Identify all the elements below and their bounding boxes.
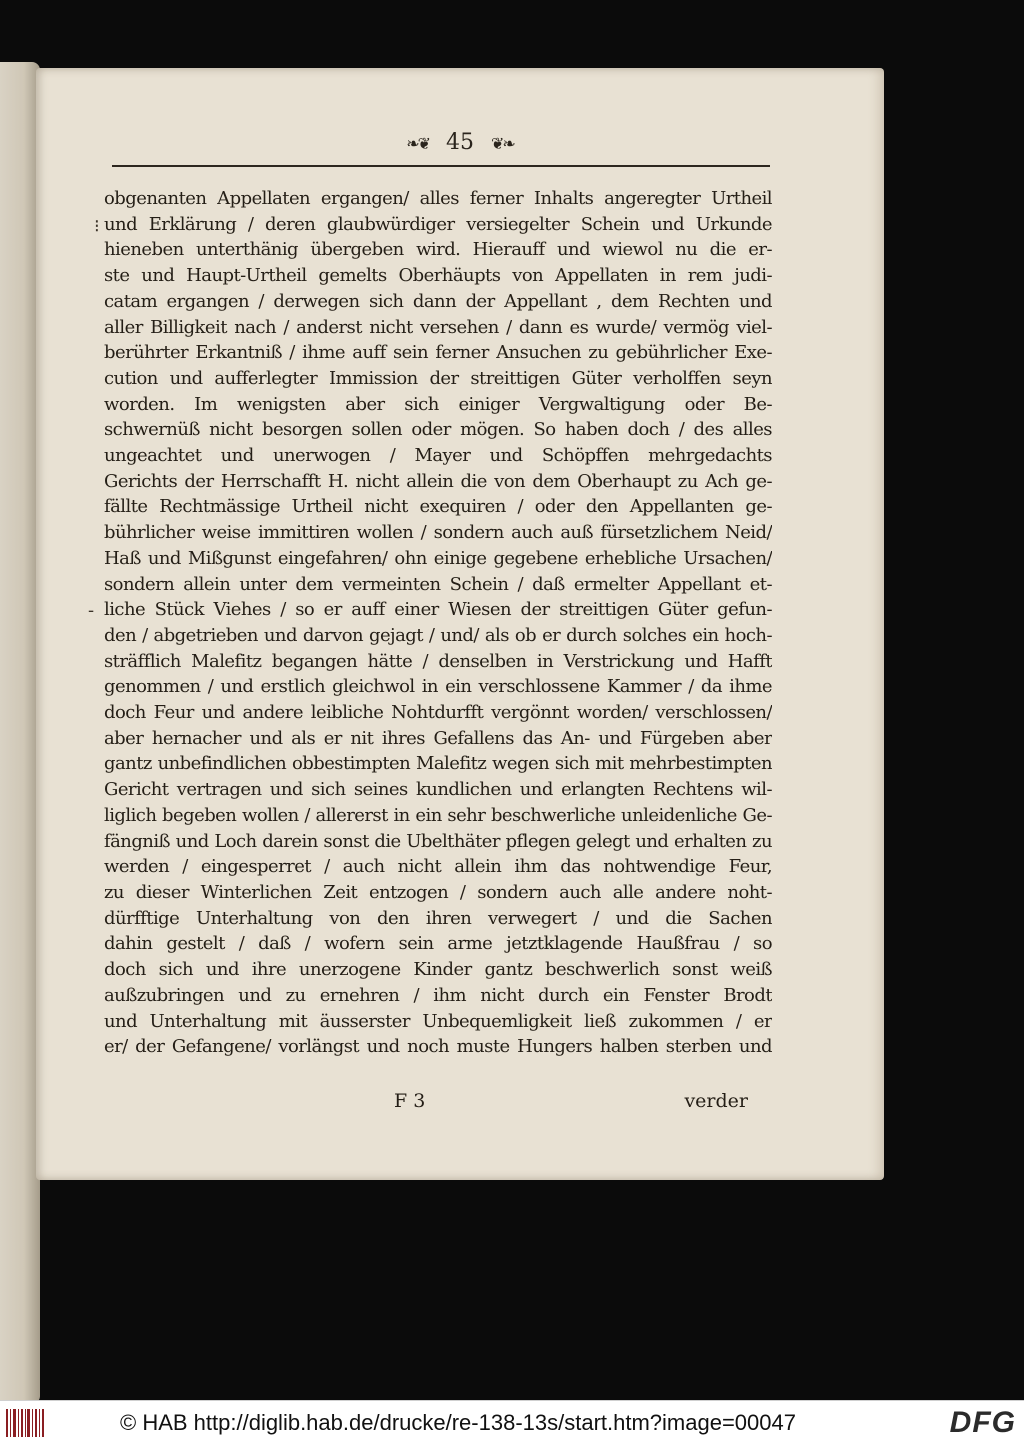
source-credit-link[interactable]: © HAB http://diglib.hab.de/drucke/re-138-13s/start.htm?image=00047 xyxy=(120,1410,796,1435)
text-line: außzubringen und zu ernehren / ihm nicht durch ein Fenster Brodt xyxy=(104,984,772,1006)
text-line: und Erklärung / deren glaubwürdiger versiegelter Schein und Urkunde xyxy=(104,213,772,235)
text-line: aber hernacher und als er nit ihres Gefallens das An- und Fürgeben aber xyxy=(104,727,772,749)
text-line: liglich begeben wollen / allererst in ein sehr beschwerliche unleidenliche Ge- xyxy=(104,804,772,826)
header-rule xyxy=(112,165,770,167)
text-line: den / abgetrieben und darvon gejagt / und/ als ob er durch solches ein hoch- xyxy=(104,624,772,646)
text-line: ste und Haupt-Urtheil gemelts Oberhäupts von Appellaten in rem judi- xyxy=(104,265,772,287)
dfg-logo: DFG xyxy=(949,1406,1016,1439)
text-line: genommen / und erstlich gleichwol in ein verschlossene Kammer / da ihme xyxy=(104,676,772,698)
text-line: und Unterhaltung mit äusserster Unbequemligkeit ließ zukommen / er xyxy=(104,1010,772,1032)
text-line: hieneben unterthänig übergeben wird. Hierauff und wiewol nu die er- xyxy=(104,239,772,261)
text-line: fällte Rechtmässige Urtheil nicht exequiren / oder den Appellanten ge- xyxy=(104,496,772,518)
margin-mark: - xyxy=(88,600,95,621)
text-line: zu dieser Winterlichen Zeit entzogen / sondern auch alle andere noht- xyxy=(104,881,772,903)
left-ornament-icon: ❧❦ xyxy=(406,134,429,153)
text-line: Gerichts der Herrschafft H. nicht allein die von dem Oberhaupt zu Ach ge- xyxy=(104,470,772,492)
text-line: Haß und Mißgunst eingefahren/ ohn einige gegebene erhebliche Ursachen/ xyxy=(104,547,772,569)
margin-mark: ⁝ xyxy=(94,216,100,237)
text-line: sondern allein unter dem vermeinten Schein / daß ermelter Appellant et- xyxy=(104,573,772,595)
text-line: dahin gestelt / daß / wofern sein arme jetztklagende Haußfrau / so xyxy=(104,933,772,955)
previous-leaf-edge xyxy=(0,62,40,1400)
text-line: fängniß und Loch darein sonst die Ubelthäter pflegen gelegt und erhalten zu xyxy=(104,830,772,852)
catchword: verder xyxy=(684,1090,748,1112)
signature-mark: F 3 xyxy=(394,1090,426,1112)
text-line: werden / eingesperret / auch nicht allein ihm das nohtwendige Feur, xyxy=(104,856,772,878)
text-line: dürfftige Unterhaltung von den ihren verwegert / und die Sachen xyxy=(104,907,772,929)
text-line: bührlicher weise immittiren wollen / sondern auch auß fürsetzlichem Neid/ xyxy=(104,522,772,544)
library-barcode-icon xyxy=(6,1409,44,1437)
text-line: ungeachtet und unerwogen / Mayer und Schöpffen mehrgedachts xyxy=(104,445,772,467)
page-number: 45 xyxy=(446,130,474,155)
footer-bar xyxy=(0,1400,1024,1445)
text-line: Gericht vertragen und sich seines kundlichen und erlangten Rechtens wil- xyxy=(104,779,772,801)
page-footer xyxy=(104,1090,772,1118)
text-line: berührter Erkantniß / ihme auff sein ferner Ansuchen zu gebührlicher Exe- xyxy=(104,342,772,364)
text-line: doch Feur und andere leibliche Nohtdurfft vergönnt worden/ verschlossen/ xyxy=(104,702,772,724)
book-page xyxy=(36,68,884,1180)
text-line: gantz unbefindlichen obbestimpten Malefitz wegen sich mit mehrbestimpten xyxy=(104,753,772,775)
text-line: schwernüß nicht besorgen sollen oder mögen. So haben doch / des alles xyxy=(104,419,772,441)
text-line: cution und aufferlegter Immission der streittigen Güter verholffen seyn xyxy=(104,367,772,389)
text-line: catam ergangen / derwegen sich dann der Appellant , dem Rechten und xyxy=(104,290,772,312)
text-line: aller Billigkeit nach / anderst nicht versehen / dann es wurde/ vermög viel- xyxy=(104,316,772,338)
text-line: liche Stück Viehes / so er auff einer Wiesen der streittigen Güter gefun- xyxy=(104,599,772,621)
text-line: doch sich und ihre unerzogene Kinder gantz beschwerlich sonst weiß xyxy=(104,959,772,981)
text-line: sträfflich Malefitz begangen hätte / denselben in Verstrickung und Hafft xyxy=(104,650,772,672)
page-header xyxy=(36,130,884,155)
right-ornament-icon: ❦❧ xyxy=(491,134,514,153)
text-line: er/ der Gefangene/ vorlängst und noch muste Hungers halben sterben und xyxy=(104,1036,772,1058)
body-text xyxy=(104,186,772,1060)
text-line: worden. Im wenigsten aber sich einiger Vergwaltigung oder Be- xyxy=(104,393,772,415)
text-line: obgenanten Appellaten ergangen/ alles ferner Inhalts angeregter Urtheil xyxy=(104,188,772,209)
